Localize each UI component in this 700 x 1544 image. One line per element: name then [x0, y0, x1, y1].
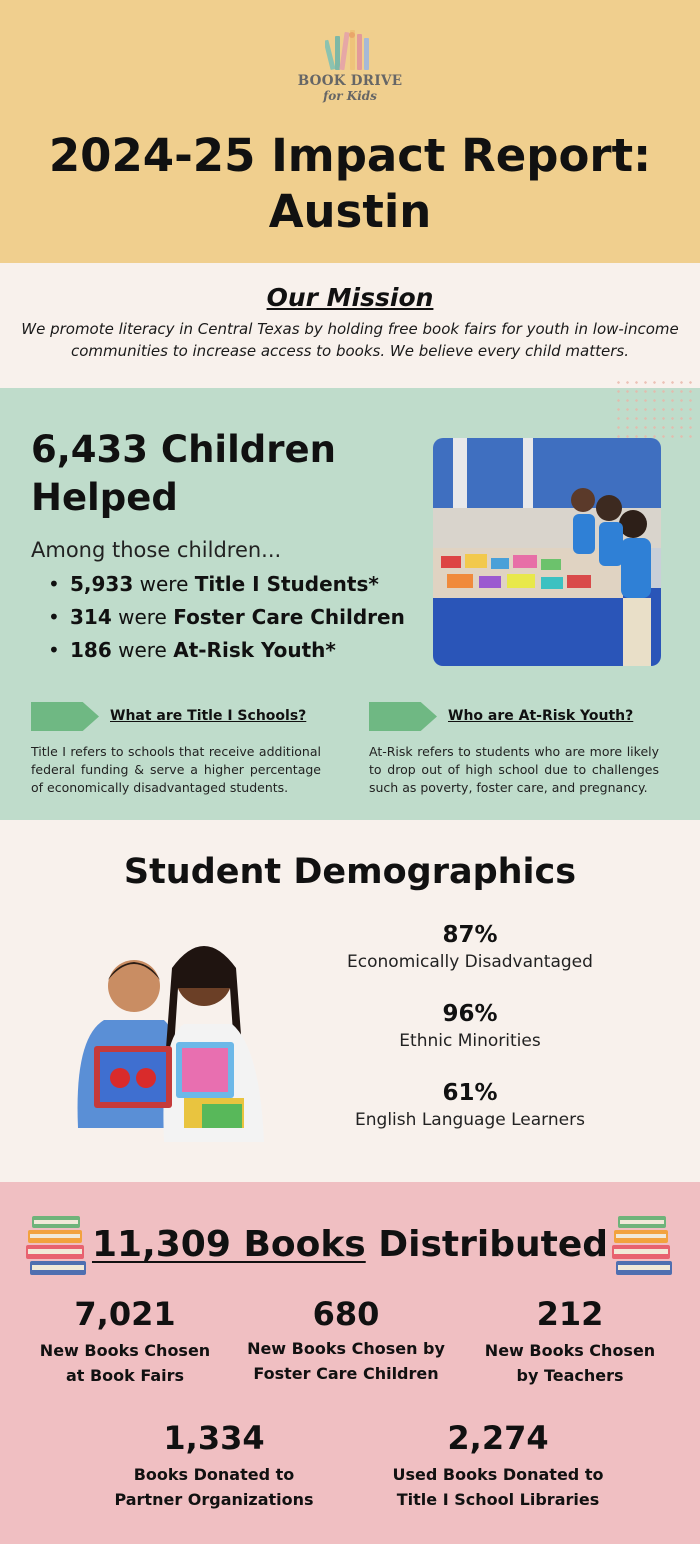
- mission-text: We promote literacy in Central Texas by holding free book fairs for youth in low-income communities to increase access to books. We believe every child matters.: [21, 320, 679, 360]
- books-stat-value: 2,274: [447, 1419, 549, 1457]
- stat-label: Economically Disadvantaged: [347, 952, 593, 972]
- stat-value: 61%: [442, 1080, 498, 1106]
- book-drive-logo: [291, 26, 409, 110]
- page-title-line2: Austin: [268, 185, 432, 238]
- faq-answer: Title I refers to schools that receive additional federal funding & serve a higher percentage of economically disadvantaged students.: [31, 744, 321, 795]
- book-fair-photo: [433, 438, 661, 666]
- books-stat-label: Used Books Donated to Title I School Libraries: [392, 1465, 604, 1509]
- faq-answer: At-Risk refers to students who are more likely to drop out of high school due to challenges such as poverty, foster care, and pregnancy.: [369, 744, 659, 795]
- books-total: 11,309 Books: [91, 1224, 366, 1265]
- book-drive-logo-icon: [325, 26, 375, 70]
- students-photo: [64, 928, 274, 1142]
- stat-label: English Language Learners: [355, 1110, 585, 1130]
- books-heading: [0, 1224, 700, 1265]
- header-section: [0, 0, 700, 263]
- books-stat-value: 7,021: [74, 1295, 176, 1333]
- books-stat-label: New Books Chosen at Book Fairs: [39, 1341, 211, 1385]
- arrow-tag-icon: [31, 702, 99, 731]
- demographics-heading: Student Demographics: [123, 852, 577, 892]
- logo-text-sub: for Kids: [323, 89, 377, 103]
- children-breakdown-list: [48, 568, 405, 667]
- stat-label: Ethnic Minorities: [399, 1031, 541, 1051]
- page-title-line1: 2024-25 Impact Report:: [48, 129, 652, 182]
- faq-question: Who are At-Risk Youth?: [448, 708, 634, 724]
- children-helped-heading: 6,433 Children Helped: [31, 428, 336, 519]
- books-stat: [236, 1294, 456, 1386]
- books-stat-label: New Books Chosen by Foster Care Children: [247, 1339, 445, 1383]
- faq-question: What are Title I Schools?: [110, 708, 307, 724]
- stat-value: 87%: [442, 922, 498, 948]
- logo-text-main: BOOK DRIVE: [297, 73, 403, 89]
- books-stat-value: 212: [536, 1295, 604, 1333]
- demographic-stat: [330, 920, 610, 974]
- children-intro: Among those children...: [31, 538, 282, 562]
- books-stat: [470, 1294, 670, 1388]
- list-item: • 186 were At-Risk Youth*: [48, 634, 405, 667]
- books-stat-value: 680: [312, 1295, 380, 1333]
- books-stat-label: New Books Chosen by Teachers: [484, 1341, 656, 1385]
- demographics-section: [0, 820, 700, 1182]
- books-heading-rest: Distributed: [365, 1224, 608, 1265]
- page-title: [0, 128, 700, 240]
- mission-section: [0, 263, 700, 388]
- decorative-dot-pattern: [614, 378, 694, 438]
- children-helped-section: [0, 388, 700, 820]
- demographic-stat: [330, 1078, 610, 1132]
- stat-value: 96%: [442, 1001, 498, 1027]
- books-stat: [25, 1294, 225, 1388]
- books-stat-value: 1,334: [163, 1419, 265, 1457]
- books-stat: [104, 1418, 324, 1512]
- arrow-tag-icon: [369, 702, 437, 731]
- books-distributed-section: [0, 1182, 700, 1544]
- books-stat: [383, 1418, 613, 1512]
- demographic-stat: [330, 999, 610, 1053]
- list-item: • 5,933 were Title I Students*: [48, 568, 405, 601]
- mission-heading: Our Mission: [266, 283, 434, 312]
- list-item: • 314 were Foster Care Children: [48, 601, 405, 634]
- books-stat-label: Books Donated to Partner Organizations: [114, 1465, 314, 1509]
